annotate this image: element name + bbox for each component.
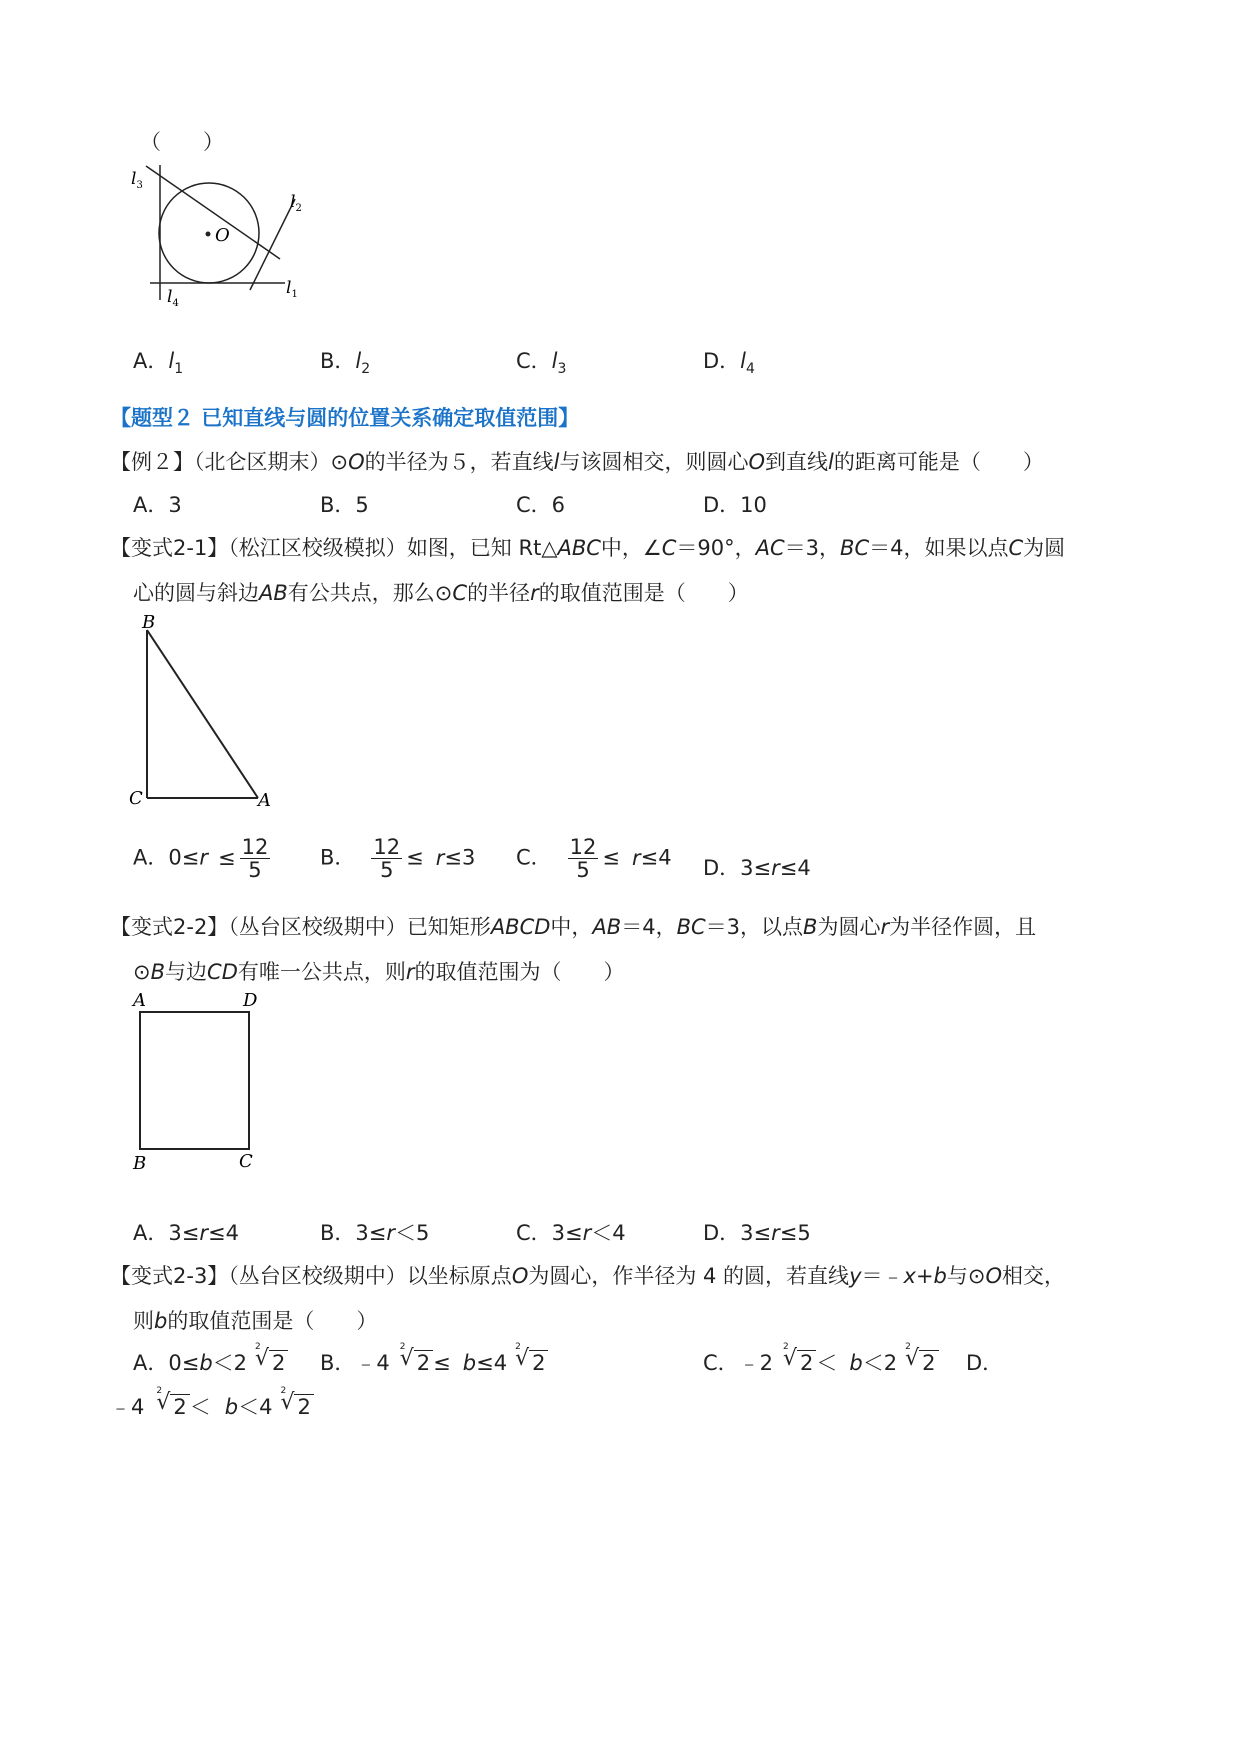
v22-option-c[interactable] (516, 1217, 626, 1247)
radical-value: 2 (922, 1351, 936, 1375)
radical-index: √ 2 (905, 1342, 911, 1352)
fraction-den: 5 (380, 858, 394, 883)
option-letter: B． (320, 349, 356, 373)
text: B． (320, 845, 356, 870)
question-source: （松江区校级模拟） (228, 536, 407, 560)
text: ＜ (189, 1395, 211, 1419)
var-o: O (985, 1264, 1003, 1288)
var-r: r (405, 960, 415, 984)
rectangle-abcd (140, 1012, 249, 1149)
v23-option-d[interactable] (110, 1386, 314, 1421)
text: ＝3， (784, 536, 841, 560)
v21-option-a[interactable] (133, 836, 274, 881)
radical-index: √ 2 (399, 1342, 406, 1352)
text: ＝4， (621, 915, 677, 939)
variant-2-3-stem-line2 (133, 1305, 377, 1335)
var-o: O (748, 450, 766, 474)
option-var: l (355, 349, 362, 373)
var-c: C (661, 536, 677, 560)
text: D．3≤ (703, 856, 772, 880)
text: ＜4 (238, 1395, 273, 1419)
radical-index: √ 2 (255, 1342, 261, 1352)
v21-option-d[interactable] (703, 852, 811, 882)
v23-option-a[interactable] (133, 1342, 288, 1377)
label-c: C (129, 788, 143, 808)
text: 已知矩形 (406, 915, 491, 939)
ex2-option-a[interactable]: A．3 (133, 493, 182, 517)
line-l2 (250, 199, 295, 290)
v23-option-b[interactable] (320, 1342, 548, 1377)
var-l: l (828, 450, 834, 474)
text: ＝4，如果以点 (869, 536, 1009, 560)
v22-option-d[interactable] (703, 1217, 811, 1247)
var-y: y (849, 1264, 862, 1288)
text: ≤3 (444, 845, 476, 870)
option-letter: D． (703, 349, 741, 373)
radical-value: 2 (532, 1351, 546, 1375)
var-b: b (849, 1351, 863, 1375)
radical-index: √ 2 (515, 1342, 521, 1352)
var-l: l (553, 450, 560, 474)
lines-circle-figure (120, 155, 320, 315)
text: 有唯一公共点，则 (237, 960, 406, 984)
example-2-stem (110, 446, 1044, 476)
option-sub: 1 (174, 361, 184, 378)
text: 与该圆相交，则圆心 (559, 450, 749, 474)
ex2-option-d[interactable]: D．10 (703, 493, 767, 517)
text: + (915, 1264, 934, 1288)
radical (399, 1342, 433, 1375)
var-o: O (348, 450, 365, 474)
text: 到直线 (765, 450, 829, 474)
text: 的取值范围是（ ） (167, 1309, 378, 1333)
text: D．3≤ (703, 1221, 772, 1245)
label-l1: $l_1$ (286, 278, 298, 300)
radical-value: 2 (800, 1351, 814, 1375)
variant-2-1-stem-line2 (133, 577, 749, 607)
v21-option-c[interactable] (516, 836, 672, 881)
fraction (240, 836, 271, 881)
var-r: r (880, 915, 890, 939)
text: ≤4 (779, 856, 811, 880)
text: ＝3，以点 (705, 915, 804, 939)
radical-index: √ 2 (280, 1386, 287, 1396)
question-tag: 【变式2-3】 (110, 1264, 229, 1288)
var-bc: BC (840, 536, 870, 560)
text: 中， (550, 915, 593, 939)
var-r: r (771, 856, 780, 880)
radical-index: √ 2 (783, 1342, 789, 1352)
radical (280, 1386, 313, 1419)
var-x: x (903, 1264, 916, 1288)
var-r: r (435, 845, 445, 870)
label-l4: $l_4$ (167, 287, 179, 309)
question-tag: 【变式2-1】 (110, 536, 229, 560)
var-b: B (150, 960, 166, 984)
text: 有公共点，那么⊙ (287, 581, 453, 605)
var-r: r (199, 1221, 208, 1245)
question-source: （丛台区校级期中） (228, 1264, 407, 1288)
var-b: b (199, 1351, 213, 1375)
fraction-den: 5 (576, 858, 590, 883)
text: ≤ (602, 845, 621, 870)
v22-option-a[interactable] (133, 1217, 239, 1247)
radical-value: 2 (416, 1351, 431, 1375)
text: ＜2 (212, 1351, 248, 1375)
var-o: O (511, 1264, 529, 1288)
text: 如图，已知 Rt△ (406, 536, 558, 560)
option-sub: 2 (361, 361, 371, 378)
var-r: r (771, 1221, 780, 1245)
text: ≤ (406, 845, 424, 870)
text: A．3≤ (133, 1221, 200, 1245)
v21-option-b[interactable] (320, 836, 475, 881)
fraction-num: 12 (569, 835, 597, 859)
var-bc: BC (676, 915, 706, 939)
text: ⊙ (330, 450, 349, 474)
text: B．﹣4 (320, 1351, 390, 1375)
fraction-den: 5 (248, 858, 262, 883)
fraction-num: 12 (241, 835, 269, 859)
var-r: r (386, 1221, 396, 1245)
text: 的半径 (467, 581, 531, 605)
radical (255, 1342, 288, 1375)
radical-value: 2 (173, 1395, 187, 1419)
label-a: A (133, 990, 146, 1011)
ex2-option-c[interactable]: C．6 (516, 493, 566, 517)
var-abc: ABC (557, 536, 601, 560)
var-b: b (154, 1309, 168, 1333)
question-tag: 【变式2-2】 (110, 915, 229, 939)
text: 心的圆与斜边 (133, 581, 259, 605)
option-letter: A． (133, 349, 169, 373)
text: 为圆心 (817, 915, 881, 939)
question-source: （北仑区期末） (194, 450, 331, 474)
label-l3: $l_3$ (131, 169, 143, 191)
question-source: （丛台区校级期中） (228, 915, 407, 939)
var-c: C (1008, 536, 1024, 560)
var-abcd: ABCD (490, 915, 551, 939)
text: C． (516, 845, 552, 870)
text: 的取值范围为（ ） (414, 960, 625, 984)
option-var: l (551, 349, 558, 373)
label-a: A (258, 790, 271, 808)
section-heading: 【题型２ 已知直线与圆的位置关系确定取值范围】 (110, 406, 580, 430)
text: 为半径作圆，且 (889, 915, 1037, 939)
q1-option-d[interactable] (703, 345, 755, 377)
fraction-num: 12 (373, 835, 401, 859)
text: ≤4 (207, 1221, 239, 1245)
text: ＜4 (591, 1221, 626, 1245)
label-d: D (243, 990, 258, 1011)
text: 中，∠ (600, 536, 662, 560)
text: ⊙ (133, 960, 151, 984)
variant-2-2-stem-line2 (133, 956, 625, 986)
line-l3 (146, 166, 280, 259)
text: 以坐标原点 (406, 1264, 512, 1288)
variant-2-1-stem-line1 (110, 532, 1065, 562)
text: 为圆心，作半径为 4 的圆，若直线 (528, 1264, 850, 1288)
radical-value: 2 (272, 1351, 286, 1375)
v22-option-b[interactable] (320, 1217, 429, 1247)
text: ≤ (217, 845, 236, 870)
var-b: b (933, 1264, 947, 1288)
text: 与⊙ (946, 1264, 986, 1288)
text: ＜ (816, 1351, 838, 1375)
side-ab (147, 630, 258, 798)
label-b: B (142, 612, 156, 633)
label-b: B (133, 1153, 147, 1174)
option-letter: C． (516, 349, 552, 373)
text: 则 (133, 1309, 154, 1333)
radical (783, 1342, 816, 1375)
radical (156, 1386, 189, 1419)
option-var: l (740, 349, 747, 373)
variant-2-3-stem-line1 (110, 1260, 1065, 1290)
question-tag: 【例２】 (110, 450, 194, 474)
text: A．0≤ (133, 845, 200, 870)
option-sub: 3 (557, 361, 567, 378)
text: C．3≤ (516, 1221, 583, 1245)
v23-option-c[interactable] (703, 1342, 939, 1377)
option-var: l (168, 349, 175, 373)
text: ≤5 (779, 1221, 811, 1245)
var-cd: CD (207, 960, 238, 984)
q1-option-a[interactable] (133, 345, 183, 377)
ex2-option-b[interactable]: B．5 (320, 493, 369, 517)
text: 为圆 (1023, 536, 1066, 560)
q1-option-c[interactable] (516, 345, 566, 377)
text: ﹣4 (110, 1395, 145, 1419)
center-point (206, 232, 211, 237)
var-ab: AB (259, 581, 288, 605)
var-b: b (462, 1351, 477, 1375)
text: 的半径为５，若直线 (364, 450, 554, 474)
text: ≤4 (640, 845, 672, 870)
var-r: r (632, 845, 641, 870)
text: ＝90°， (676, 536, 756, 560)
var-c: C (452, 581, 468, 605)
var-b: B (803, 915, 818, 939)
v23-option-d-label[interactable]: D． (966, 1351, 1004, 1375)
label-c: C (239, 1151, 253, 1172)
var-r: r (530, 581, 539, 605)
radical (515, 1342, 548, 1375)
text: 相交， (1002, 1264, 1066, 1288)
text: ＜2 (862, 1351, 898, 1375)
radical (905, 1342, 938, 1375)
text: C．﹣2 (703, 1351, 774, 1375)
fraction (371, 836, 402, 881)
text: 与边 (165, 960, 208, 984)
var-r: r (199, 845, 208, 870)
label-l2: $l_2$ (290, 192, 302, 214)
text: ＝﹣ (861, 1264, 904, 1288)
radical-index: √ 2 (156, 1386, 163, 1396)
text: ≤ (433, 1351, 451, 1375)
var-ab: AB (592, 915, 622, 939)
text: ＜5 (395, 1221, 430, 1245)
variant-2-2-stem-line1 (110, 911, 1036, 941)
text: 的取值范围是（ ） (538, 581, 749, 605)
var-r: r (582, 1221, 592, 1245)
var-ac: AC (755, 536, 785, 560)
var-b: b (224, 1395, 239, 1419)
radical-value: 2 (297, 1395, 311, 1419)
triangle-figure (125, 608, 295, 808)
rectangle-figure (125, 986, 275, 1176)
fraction (568, 836, 599, 881)
text: ≤4 (476, 1351, 508, 1375)
answer-paren: （ ） (140, 130, 224, 154)
text: B．3≤ (320, 1221, 387, 1245)
q1-option-b[interactable] (320, 345, 370, 377)
text: 的距离可能是（ ） (833, 450, 1044, 474)
text: A．0≤ (133, 1351, 200, 1375)
label-o: O (215, 225, 230, 246)
option-sub: 4 (746, 361, 755, 378)
